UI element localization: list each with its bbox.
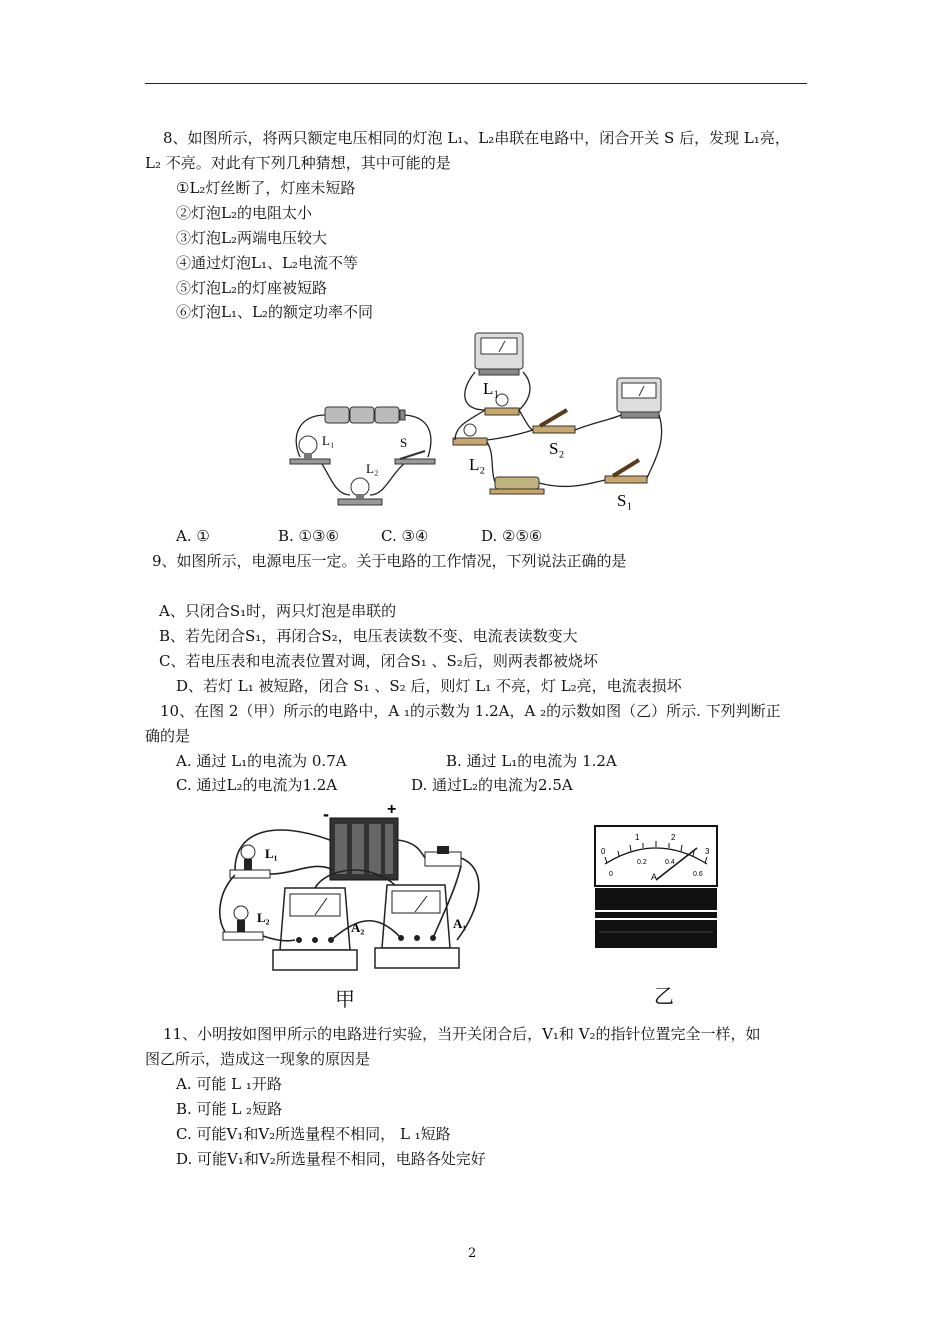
q8-line2: L₂ 不亮。对此有下列几种猜想，其中可能的是 — [145, 154, 451, 172]
q10-line2: 确的是 — [145, 727, 191, 745]
q8-option-d: D. ②⑤⑥ — [481, 527, 543, 545]
q10-figure-yi-meter — [593, 824, 719, 952]
q8-series-circuit-figure — [280, 395, 440, 520]
q11-option-b: B. 可能 L ₂短路 — [176, 1100, 283, 1118]
q8-item-3: ③灯泡L₂两端电压较大 — [176, 229, 327, 247]
q11-line1: 11、小明按如图甲所示的电路进行实验，当开关闭合后，V₁和 V₂的指针位置完全一样，如 — [163, 1025, 761, 1043]
switch-s2-icon — [533, 410, 575, 433]
q9-stem: 9、如图所示，电源电压一定。关于电路的工作情况，下列说法正确的是 — [152, 552, 627, 570]
figure-label-jia: 甲 — [335, 987, 355, 1011]
bulb-l2-icon — [453, 424, 487, 445]
label-r-s1: S₁ — [617, 491, 633, 510]
q8-line1: 8、如图所示，将两只额定电压相同的灯泡 L₁、L₂串联在电路中，闭合开关 S 后，发现 L₁亮， — [163, 129, 790, 147]
q8-option-c: C. ③④ — [381, 527, 429, 545]
scale-bottom-1: 0.2 — [637, 859, 647, 866]
label-l2: L₂ — [257, 910, 270, 925]
q9-option-a: A、只闭合S₁时，两只灯泡是串联的 — [159, 602, 397, 620]
label-r-l1: L₁ — [483, 379, 500, 398]
bulb-l2-icon — [338, 478, 382, 505]
ammeter-icon — [617, 378, 661, 418]
q8-item-4: ④通过灯泡L₁、L₂电流不等 — [176, 254, 358, 272]
scale-bottom-3: 0.6 — [693, 871, 703, 878]
header-rule — [145, 83, 807, 84]
scale-top-1: 1 — [635, 833, 640, 842]
switch-icon — [425, 846, 461, 866]
figure-label-yi: 乙 — [654, 984, 674, 1008]
battery-icon — [490, 477, 544, 494]
ammeter-a2-icon — [273, 888, 357, 970]
q10-line1: 10、在图 2（甲）所示的电路中，A ₁的示数为 1.2A，A ₂的示数如图（乙）所示. 下列判断正 — [160, 702, 781, 720]
label-a2: A₂ — [351, 920, 365, 935]
meter-unit-a: A — [651, 872, 658, 882]
label-minus: - — [323, 804, 329, 824]
scale-bottom-2: 0.4 — [665, 859, 675, 866]
label-r-s2: S₂ — [549, 439, 565, 458]
label-plus: + — [387, 801, 397, 818]
q9-option-c: C、若电压表和电流表位置对调，闭合S₁ 、S₂后，则两表都被烧坏 — [159, 652, 598, 670]
q8-item-2: ②灯泡L₂的电阻太小 — [176, 204, 312, 222]
q10-figure-jia — [215, 800, 495, 975]
q10-option-a: A. 通过 L₁的电流为 0.7A — [176, 752, 347, 770]
label-s: S — [400, 435, 408, 450]
q11-line2: 图乙所示，造成这一现象的原因是 — [145, 1050, 371, 1068]
q8-item-6: ⑥灯泡L₁、L₂的额定功率不同 — [176, 303, 373, 321]
q10-option-c: C. 通过L₂的电流为1.2A — [176, 776, 338, 794]
label-r-l2: L₂ — [469, 455, 486, 474]
battery-icon — [325, 407, 405, 423]
scale-top-2: 2 — [671, 833, 676, 842]
q11-option-a: A. 可能 L ₁开路 — [176, 1075, 282, 1093]
label-l2: L₂ — [366, 461, 379, 476]
q9-option-b: B、若先闭合S₁，再闭合S₂，电压表读数不变、电流表读数变大 — [159, 627, 578, 645]
q11-option-d: D. 可能V₁和V₂所选量程不相同，电路各处完好 — [176, 1150, 486, 1168]
voltmeter-icon — [475, 333, 523, 375]
switch-s1-icon — [605, 460, 647, 483]
scale-top-3: 3 — [705, 847, 710, 856]
q10-option-d: D. 通过L₂的电流为2.5A — [411, 776, 573, 794]
q8-option-b: B. ①③⑥ — [278, 527, 339, 545]
q8-item-1: ①L₂灯丝断了，灯座未短路 — [176, 179, 356, 197]
q9-option-d: D、若灯 L₁ 被短路，闭合 S₁ 、S₂ 后，则灯 L₁ 不亮，灯 L₂亮，电流表损坏 — [176, 677, 682, 695]
q8-meter-circuit-figure — [445, 330, 670, 515]
q8-item-5: ⑤灯泡L₂的灯座被短路 — [176, 279, 327, 297]
scale-bottom-0: 0 — [609, 871, 613, 878]
q8-option-a: A. ① — [176, 527, 210, 545]
label-a1: A₁ — [453, 916, 467, 931]
label-l1: L₁ — [322, 433, 335, 448]
label-l1: L₁ — [265, 846, 278, 861]
q10-option-b: B. 通过 L₁的电流为 1.2A — [446, 752, 617, 770]
scale-top-0: 0 — [601, 847, 606, 856]
page-number: 2 — [468, 1246, 477, 1261]
q11-option-c: C. 可能V₁和V₂所选量程不相同， L ₁短路 — [176, 1125, 451, 1143]
